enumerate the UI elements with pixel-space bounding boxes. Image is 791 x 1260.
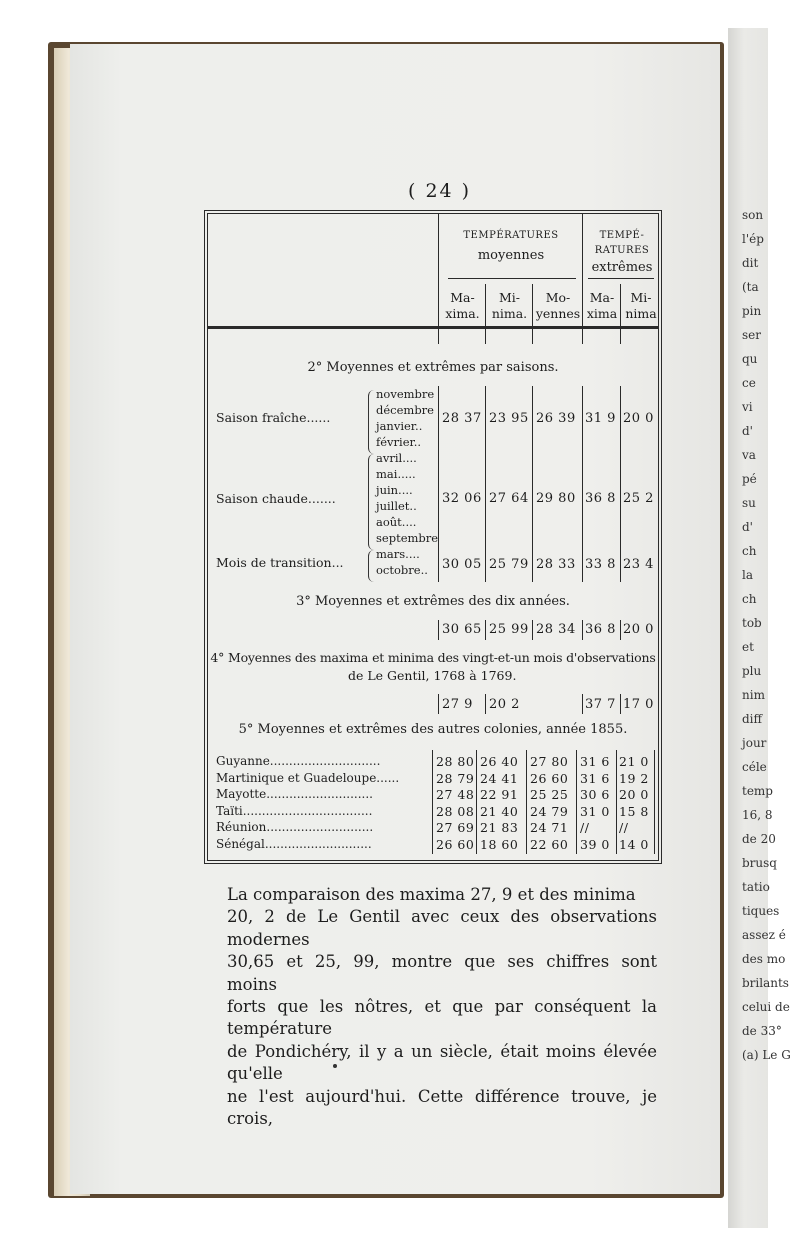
month: janvier.. — [376, 419, 423, 433]
facing-page-fragment: pin — [742, 304, 762, 318]
col-header-moyennes: Mo- yennes — [535, 290, 581, 321]
season-label-fraiche: Saison fraîche...... — [216, 410, 331, 425]
col-header-min-moy: Mi- nima. — [491, 290, 528, 321]
col-rule — [582, 386, 583, 582]
header-brace-line-2 — [588, 278, 654, 279]
col-rule — [432, 750, 433, 854]
facing-page-fragment: son — [742, 208, 764, 222]
value-cell: 28 33 — [536, 557, 576, 572]
col-rule — [526, 750, 527, 854]
month: décembre — [376, 403, 434, 417]
value-cell: 28 34 — [536, 622, 576, 637]
facing-page-fragment: l'ép — [742, 232, 764, 246]
month: mars.... — [376, 547, 420, 561]
facing-page-fragment: qu — [742, 352, 758, 366]
facing-page-fragment: nim — [742, 688, 765, 702]
facing-page-fragment: tatio — [742, 880, 770, 894]
facing-page-fragment: temp — [742, 784, 773, 798]
value-cell: 20 2 — [489, 697, 520, 712]
value-cell: 24 79 — [530, 803, 569, 819]
value-cell: 36 8 — [585, 491, 616, 506]
facing-page-fragment: des mo — [742, 952, 786, 966]
facing-page-fragment: pé — [742, 472, 757, 486]
value-cell: 19 2 — [619, 770, 649, 786]
value-cell: 28 80 — [436, 754, 475, 769]
col-rule — [438, 620, 439, 640]
facing-page-fragment: ch — [742, 544, 757, 558]
paragraph-line: 20, 2 de Le Gentil avec ceux des observations modernes — [227, 907, 657, 949]
value-cell: 28 79 — [436, 770, 475, 786]
value-cell: 31 6 — [580, 754, 610, 769]
header-group-extremes-sub: extrêmes — [591, 260, 653, 275]
value-cell: 21 0 — [619, 754, 649, 769]
section-3-title: 3° Moyennes et extrêmes des dix années. — [296, 594, 570, 609]
value-cell: 30 6 — [580, 787, 610, 802]
month: février.. — [376, 435, 422, 449]
value-cell: 26 60 — [530, 770, 569, 786]
col-rule — [616, 750, 617, 854]
season-label-transition: Mois de transition... — [216, 555, 344, 570]
value-cell: 22 91 — [480, 787, 519, 802]
value-cell: 36 8 — [585, 622, 616, 637]
facing-page-fragment: (a) Le G — [742, 1048, 791, 1062]
value-cell: 24 41 — [480, 770, 519, 786]
value-cell: 31 6 — [580, 770, 610, 786]
value-cell: 30 05 — [442, 557, 482, 572]
facing-page-fragment: ch — [742, 592, 757, 606]
facing-page-fragment: plu — [742, 664, 762, 678]
section-4-title: 4° Moyennes des maxima et minima des vingt-et-un mois d'observations — [210, 650, 656, 665]
ink-dot — [333, 1064, 337, 1068]
value-cell: 20 0 — [619, 787, 649, 802]
col-rule-head — [620, 284, 621, 344]
brace — [368, 390, 375, 454]
value-cell: 17 0 — [623, 697, 654, 712]
value-cell: 20 0 — [623, 622, 654, 637]
body-paragraph — [227, 884, 657, 1130]
season-label-chaude: Saison chaude....... — [216, 491, 336, 506]
col-rule — [485, 386, 486, 582]
col-rule — [485, 620, 486, 640]
value-cell: 15 8 — [619, 803, 649, 819]
page-number: ( 24 ) — [408, 180, 472, 202]
col-header-max-moy: Ma- xima. — [445, 290, 480, 321]
value-cell: 14 0 — [619, 836, 649, 852]
value-cell: 27 69 — [436, 820, 475, 835]
value-cell: 27 48 — [436, 787, 475, 802]
value-cell: // — [619, 820, 629, 835]
header-group-moyennes-caption: TEMPÉRATURES — [463, 230, 559, 241]
facing-page-fragment: d' — [742, 424, 753, 438]
value-cell: 29 80 — [536, 491, 576, 506]
facing-page-fragment: céle — [742, 760, 767, 774]
value-cell: 25 25 — [530, 787, 569, 802]
value-cell: 31 9 — [585, 411, 616, 426]
colony-name: Guyanne............................. — [216, 754, 381, 768]
col-rule — [654, 750, 655, 854]
value-cell: 32 06 — [442, 491, 482, 506]
facing-page-fragment: assez é — [742, 928, 786, 942]
brace — [368, 550, 375, 582]
value-cell: 37 7 — [585, 697, 616, 712]
col-rule-head — [532, 284, 533, 344]
col-rule — [485, 694, 486, 714]
col-rule — [576, 750, 577, 854]
value-cell: 26 39 — [536, 411, 576, 426]
colony-name: Réunion............................ — [216, 820, 374, 834]
col-rule — [438, 694, 439, 714]
value-cell: 23 95 — [489, 411, 529, 426]
header-brace-line-1 — [448, 278, 576, 279]
facing-page-fragment: vi — [742, 400, 753, 414]
month: novembre — [376, 387, 435, 401]
facing-page-fragment: et — [742, 640, 754, 654]
col-rule-head — [438, 214, 439, 344]
col-rule — [620, 694, 621, 714]
col-rule — [620, 386, 621, 582]
value-cell: 26 40 — [480, 754, 519, 769]
value-cell: 31 0 — [580, 803, 610, 819]
header-group-extremes-caption-1: TEMPÉ- — [599, 230, 645, 241]
value-cell: 28 08 — [436, 803, 475, 819]
month: mai..... — [376, 467, 416, 481]
paragraph-line: forts que les nôtres, et que par conséquent la température — [227, 997, 657, 1039]
value-cell: 25 99 — [489, 622, 529, 637]
paragraph-line: 30,65 et 25, 99, montre que ses chiffres sont moins — [227, 952, 657, 994]
facing-page-fragment: 16, 8 — [742, 808, 773, 822]
col-rule-head — [582, 214, 583, 344]
month: octobre.. — [376, 563, 428, 577]
value-cell: 28 37 — [442, 411, 482, 426]
month: août.... — [376, 515, 417, 529]
facing-page-fragment: de 33° — [742, 1024, 782, 1038]
month: septembre — [376, 531, 439, 545]
value-cell: 21 40 — [480, 803, 519, 819]
colony-name: Sénégal............................ — [216, 836, 372, 851]
value-cell: 18 60 — [480, 836, 519, 852]
section-5-title: 5° Moyennes et extrêmes des autres colonies, année 1855. — [238, 722, 628, 737]
facing-page-fragment: su — [742, 496, 756, 510]
facing-page-fragment: brusq — [742, 856, 777, 870]
paragraph-line: de Pondichéry, il y a un siècle, était moins élevée qu'elle — [227, 1041, 657, 1084]
col-rule — [582, 620, 583, 640]
col-header-max-ext: Ma- xima — [586, 290, 618, 321]
header-group-extremes-caption-2: RATURES — [594, 245, 650, 256]
section-2-title: 2° Moyennes et extrêmes par saisons. — [307, 360, 559, 375]
facing-page-fragment: va — [742, 448, 756, 462]
facing-page-fragment: dit — [742, 256, 759, 270]
paragraph-line: La comparaison des maxima 27, 9 et des minima — [227, 885, 636, 904]
brace — [368, 454, 375, 550]
col-rule-head — [485, 284, 486, 344]
facing-page-fragment: jour — [742, 736, 767, 750]
temperature-table — [204, 210, 662, 864]
col-rule — [582, 694, 583, 714]
facing-page — [728, 28, 791, 1228]
colony-name: Mayotte............................ — [216, 787, 373, 801]
section-4-title-2: de Le Gentil, 1768 à 1769. — [348, 668, 517, 683]
colony-name: Martinique et Guadeloupe...... — [216, 770, 400, 785]
value-cell: 39 0 — [580, 836, 610, 852]
facing-page-fragment: ser — [742, 328, 761, 342]
month: juillet.. — [376, 499, 417, 513]
paragraph-line: ne l'est aujourd'hui. Cette différence trouve, je crois, — [227, 1086, 657, 1129]
value-cell: 27 9 — [442, 697, 473, 712]
header-group-moyennes-sub: moyennes — [477, 248, 545, 263]
col-header-min-ext: Mi- nima — [625, 290, 657, 321]
facing-page-fragment: la — [742, 568, 753, 582]
col-rule — [620, 620, 621, 640]
value-cell: 27 64 — [489, 491, 529, 506]
facing-page-fragment: diff — [742, 712, 763, 726]
col-rule — [438, 386, 439, 582]
colony-name: Taïti.................................. — [216, 803, 373, 818]
value-cell: 20 0 — [623, 411, 654, 426]
value-cell: 21 83 — [480, 820, 519, 835]
value-cell: 24 71 — [530, 820, 569, 835]
value-cell: 23 4 — [623, 557, 654, 572]
facing-page-fragment: de 20 — [742, 832, 776, 846]
facing-page-fragment: celui de — [742, 1000, 790, 1014]
facing-page-fragment: tob — [742, 616, 762, 630]
value-cell: 27 80 — [530, 754, 569, 769]
header-rule — [208, 326, 658, 329]
col-rule — [532, 386, 533, 582]
col-rule — [476, 750, 477, 854]
value-cell: 25 2 — [623, 491, 654, 506]
facing-page-fragment: tiques — [742, 904, 780, 918]
value-cell: // — [580, 820, 590, 835]
month: avril.... — [376, 451, 417, 465]
value-cell: 25 79 — [489, 557, 529, 572]
value-cell: 30 65 — [442, 622, 482, 637]
facing-page-fragment: (ta — [742, 280, 759, 294]
facing-page-fragment: d' — [742, 520, 753, 534]
month: juin.... — [376, 483, 413, 497]
value-cell: 22 60 — [530, 836, 569, 852]
facing-page-fragment: ce — [742, 376, 756, 390]
col-rule — [532, 620, 533, 640]
value-cell: 26 60 — [436, 836, 475, 852]
value-cell: 33 8 — [585, 557, 616, 572]
facing-page-fragment: brilants — [742, 976, 789, 990]
